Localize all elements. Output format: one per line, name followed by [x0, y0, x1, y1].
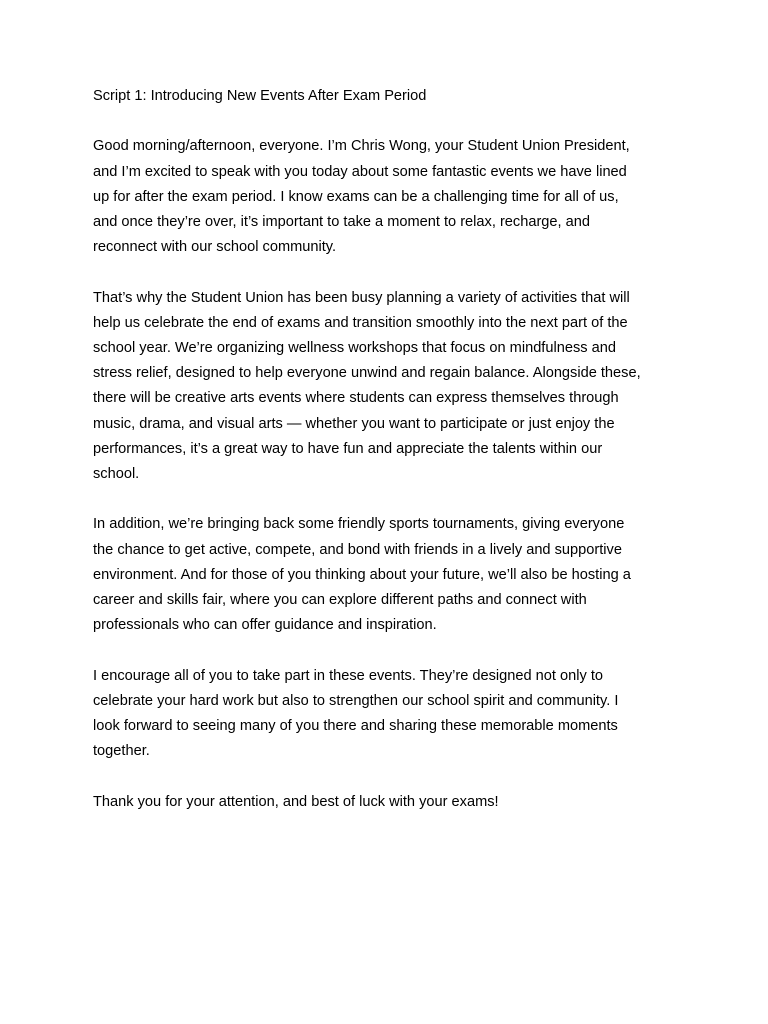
text-line: and once they’re over, it’s important to take a moment to relax, recharge, and — [93, 214, 590, 230]
text-line: environment. And for those of you thinking about your future, we’ll also be hosting a — [93, 566, 631, 583]
document-body — [93, 84, 693, 840]
text-line: professionals who can offer guidance and inspiration. — [93, 617, 437, 634]
text-line: celebrate your hard work but also to strengthen our school spirit and community. I — [93, 692, 619, 709]
text-line: Thank you for your attention, and best of luck with your exams! — [93, 793, 499, 810]
text-line: music, drama, and visual arts — whether you want to participate or just enjoy the — [93, 415, 615, 432]
text-line: look forward to seeing many of you there and sharing these memorable moments — [93, 718, 618, 735]
paragraph-activities — [93, 286, 693, 488]
text-line: school. — [93, 466, 140, 483]
text-line: up for after the exam period. I know exams can be a challenging time for all of us, — [93, 188, 619, 205]
document-title: Script 1: Introducing New Events After Exam Period — [93, 88, 427, 104]
text-line: Good morning/afternoon, everyone. I’m Chris Wong, your Student Union President, — [93, 138, 630, 155]
text-line: career and skills fair, where you can explore different paths and connect with — [93, 592, 587, 609]
text-line: the chance to get active, compete, and bond with friends in a lively and supportive — [93, 541, 622, 558]
text-line: together. — [93, 743, 150, 760]
text-line: reconnect with our school community. — [93, 239, 337, 256]
paragraph-closing — [93, 790, 693, 815]
text-line: stress relief, designed to help everyone unwind and regain balance. Alongside these, — [93, 365, 641, 382]
text-line: That’s why the Student Union has been busy planning a variety of activities that will — [93, 289, 630, 306]
text-line: In addition, we’re bringing back some friendly sports tournaments, giving everyone — [93, 516, 625, 533]
paragraph-sports-career — [93, 512, 693, 638]
text-line: there will be creative arts events where students can express themselves through — [93, 390, 619, 407]
text-line: and I’m excited to speak with you today about some fantastic events we have lined — [93, 163, 627, 180]
text-line: school year. We’re organizing wellness workshops that focus on mindfulness and — [93, 340, 616, 356]
paragraph-greeting — [93, 134, 693, 260]
text-line: help us celebrate the end of exams and transition smoothly into the next part of the — [93, 314, 628, 331]
text-line: I encourage all of you to take part in these events. They’re designed not only to — [93, 667, 604, 684]
text-line: performances, it’s a great way to have fun and appreciate the talents within our — [93, 440, 603, 457]
paragraph-encouragement — [93, 664, 693, 765]
